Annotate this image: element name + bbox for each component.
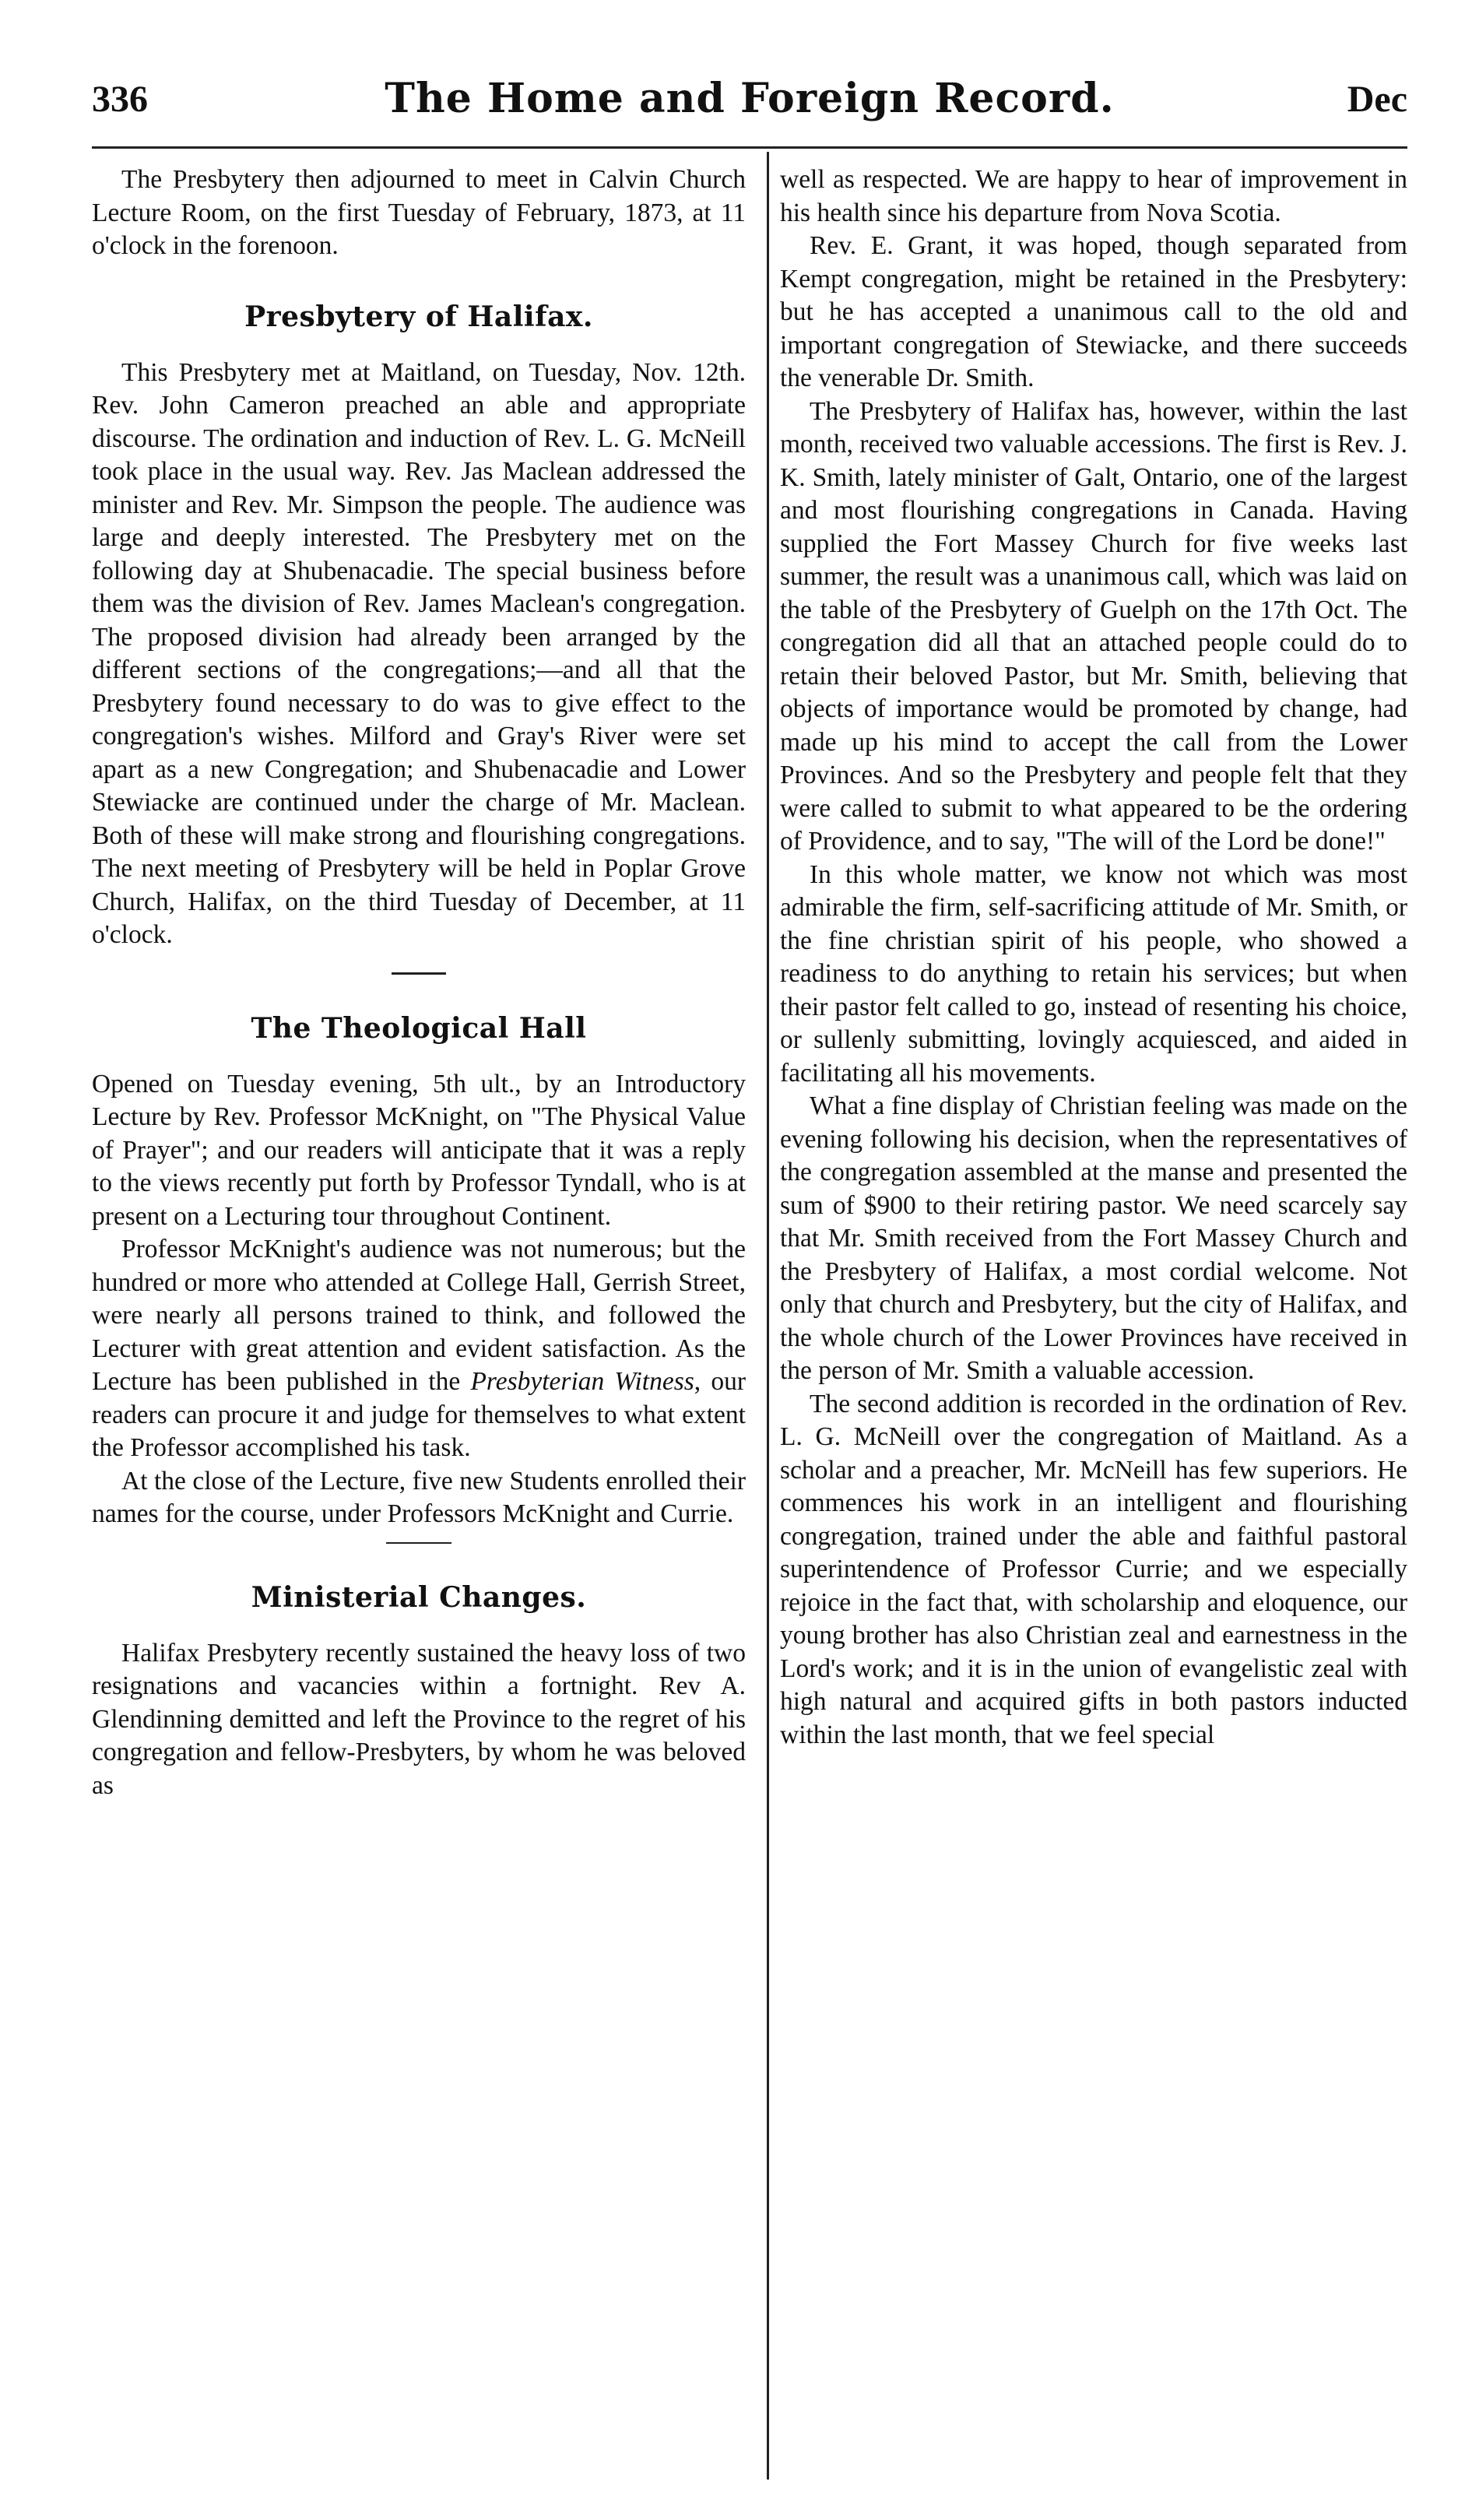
column-divider bbox=[767, 152, 769, 2480]
right-paragraph-1: well as respected. We are happy to hear of improvement in his health since his departure from Nova Scotia. bbox=[780, 165, 1407, 227]
left-column bbox=[92, 163, 746, 1802]
ministerial-changes-paragraph: Halifax Presbytery recently sustained the heavy loss of two resignations and vacancies within a fortnight. Rev A. Glendinning demitted and left the Province to the regret of his congregation and fellow-Presbyters, by whom he was beloved as bbox=[92, 1638, 746, 1800]
heading-ministerial-changes: Ministerial Changes. bbox=[251, 1580, 587, 1614]
header-rule bbox=[92, 146, 1407, 149]
theological-hall-paragraph-1: Opened on Tuesday evening, 5th ult., by an Introductory Lecture by Rev. Professor McKnight, on "The Physical Value of Prayer"; and our readers will anticipate that it was a reply to the views recently put forth by Professor Tyndall, who is at present on a Lecturing tour throughout Continent. bbox=[92, 1069, 746, 1231]
right-paragraph-4: In this whole matter, we know not which was most admirable the firm, self-sacrificing attitude of Mr. Smith, or the fine christian spirit of his people, who showed a readiness to do anything to retain his services; but when their pastor felt called to go, instead of resenting his choice, or sullenly submitting, lovingly acquiesced, and aided in facilitating all his movements. bbox=[780, 859, 1407, 1088]
heading-theological-hall: The Theological Hall bbox=[251, 1011, 587, 1045]
right-paragraph-3: The Presbytery of Halifax has, however, within the last month, received two valuable accessions. The first is Rev. J. K. Smith, lately minister of Galt, Ontario, one of the largest and most flourishing congregations in Canada. Having supplied the Fort Massey Church for five weeks last summer, the result was a unanimous call, which was laid on the table of the Presbytery of Guelph on the 17th Oct. The congregation did all that an attached people could do to retain their beloved Pastor, but Mr. Smith, believing that objects of importance would be promoted by change, had made up his mind to accept the call from the Lower Provinces. And so the Presbytery and people felt that they were called to submit to what appeared to be the ordering of Providence, and to say, "The will of the Lord be done!" bbox=[780, 396, 1407, 856]
right-paragraph-6: The second addition is recorded in the ordination of Rev. L. G. McNeill over the congregation of Maitland. As a scholar and a preacher, Mr. McNeill has few superiors. He commences his work in an intelligent and flourishing congregation, trained under the able and faithful pastoral superintendence of Professor Currie; and we especially rejoice in the fact that, with scholarship and eloquence, our young brother has also Christian zeal and earnestness in the Lord's work; and it is in the union of evangelistic zeal with high natural and acquired gifts in both pastors inducted within the last month, that we feel special bbox=[780, 1389, 1407, 1749]
section-divider bbox=[392, 972, 446, 975]
right-paragraph-5: What a fine display of Christian feeling was made on the evening following his decision, when the representatives of the congregation assembled at the manse and presented the sum of $900 to their retiring pastor. We need scarcely say that Mr. Smith received from the Fort Massey Church and the Presbytery of Halifax, a most cordial welcome. Not only that church and Presbytery, but the city of Halifax, and the whole church of the Lower Provinces have received in the person of Mr. Smith a valuable accession. bbox=[780, 1091, 1407, 1385]
page-header bbox=[92, 70, 1407, 132]
presbytery-halifax-paragraph: This Presbytery met at Maitland, on Tuesday, Nov. 12th. Rev. John Cameron preached an able and appropriate discourse. The ordination and induction of Rev. L. G. McNeill took place in the usual way. Rev. Jas Maclean addressed the minister and Rev. Mr. Simpson the people. The audience was large and deeply interested. The Presbytery met on the following day at Shubenacadie. The special business before them was the division of Rev. James Maclean's congregation. The proposed division had already been arranged by the different sections of the congregations;—and all that the Presbytery found necessary to do was to give effect to the congregation's wishes. Milford and Gray's River were set apart as a new Congregation; and Shubenacadie and Lower Stewiacke are continued under the charge of Mr. Maclean. Both of these will make strong and flourishing congregations. The next meeting of Presbytery will be held in Poplar Grove Church, Halifax, on the third Tuesday of December, at 11 o'clock. bbox=[92, 357, 746, 949]
right-column bbox=[780, 163, 1407, 1752]
issue-month: Dec bbox=[1347, 79, 1407, 120]
right-paragraph-2: Rev. E. Grant, it was hoped, though separated from Kempt congregation, might be retained in the Presbytery: but he has accepted a unanimous call to the old and important congregation of Stewiacke, and there succeeds the venerable Dr. Smith. bbox=[780, 231, 1407, 392]
page-number: 336 bbox=[92, 79, 148, 120]
heading-presbytery-of-halifax: Presbytery of Halifax. bbox=[244, 300, 593, 333]
theological-hall-paragraph-3: At the close of the Lecture, five new Students enrolled their names for the course, under Professors McKnight and Currie. bbox=[92, 1466, 746, 1528]
theological-hall-paragraph-2 bbox=[92, 1233, 746, 1465]
presbyterian-witness-title: Presbyterian Witness bbox=[470, 1367, 694, 1396]
journal-title: The Home and Foreign Record. bbox=[385, 75, 1115, 122]
theological-hall-paragraph-2-text-a: Professor McKnight's audience was not numerous; but the hundred or more who attended at College Hall, Gerrish Street, were nearly all persons trained to think, and followed the Lecturer with great attention and evident satisfaction. As the Lecture has been published in the bbox=[92, 1235, 746, 1396]
intro-paragraph: The Presbytery then adjourned to meet in Calvin Church Lecture Room, on the first Tuesday of February, 1873, at 11 o'clock in the forenoon. bbox=[92, 165, 746, 260]
theological-hall-paragraph-2-text-b: , our readers can procure it and judge for themselves to what extent the Professor accomplished his task. bbox=[92, 1367, 746, 1462]
section-divider bbox=[386, 1542, 451, 1544]
